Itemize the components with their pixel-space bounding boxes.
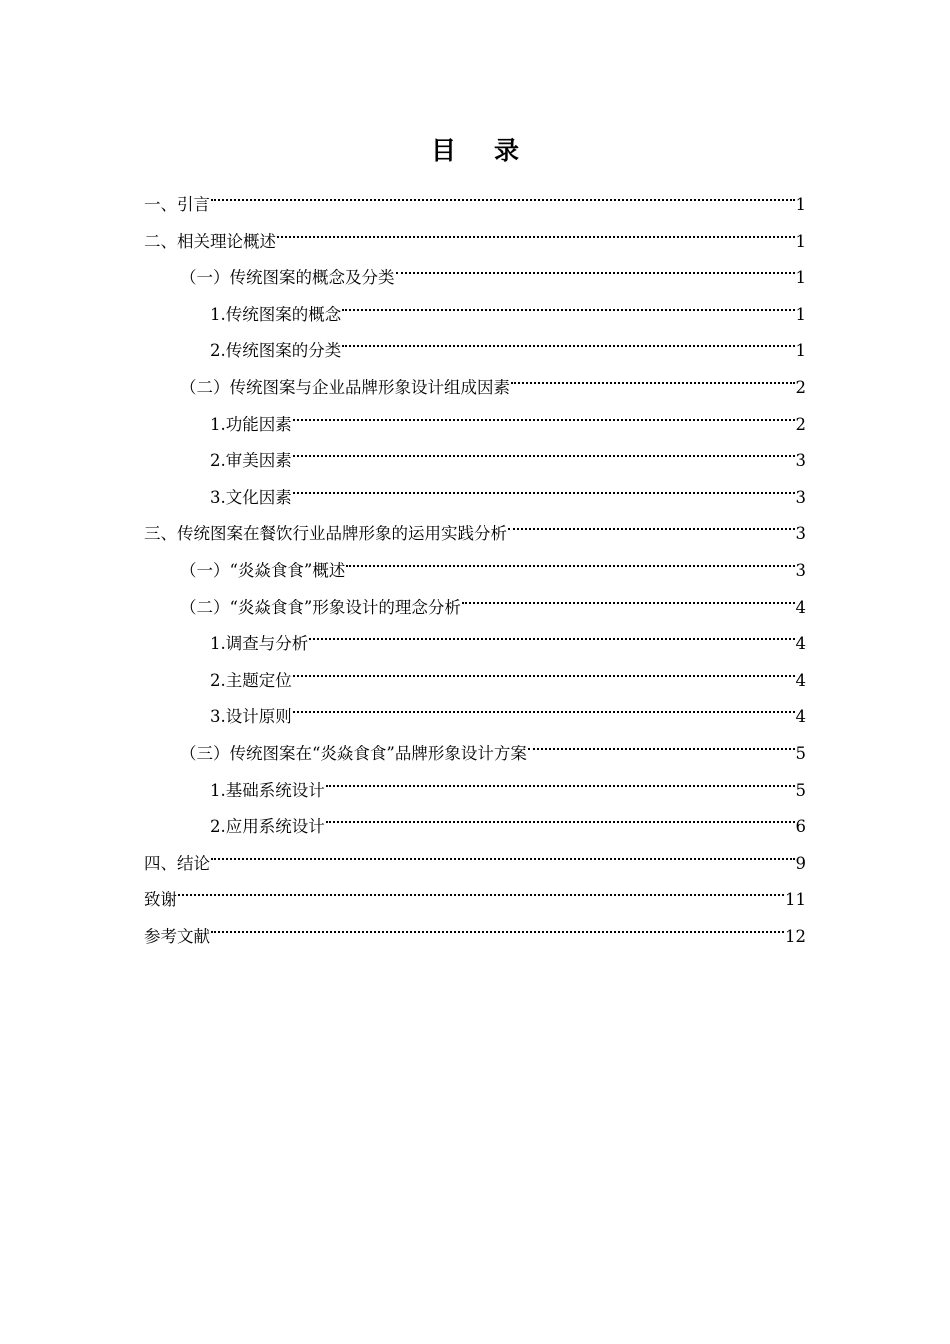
toc-entry[interactable] — [144, 908, 806, 945]
toc-dot-leader — [178, 871, 784, 905]
toc-dot-leader — [211, 176, 795, 210]
toc-entry-label: 2.审美因素 — [210, 451, 292, 471]
toc-dot-leader — [293, 432, 795, 466]
toc-entry-label: 1.基础系统设计 — [210, 780, 325, 800]
toc-entry-page-number: 4 — [795, 597, 806, 617]
toc-entry-page-number: 1 — [795, 341, 806, 361]
toc-entry[interactable] — [144, 213, 806, 250]
toc-entry-label: （一）传统图案的概念及分类 — [180, 268, 395, 288]
toc-entry-label: 1.调查与分析 — [210, 634, 309, 654]
toc-entry-label: 1.功能因素 — [210, 414, 292, 434]
toc-dot-leader — [293, 688, 795, 722]
toc-dot-leader — [211, 835, 795, 869]
table-of-contents — [144, 176, 806, 944]
toc-entry-page-number: 4 — [795, 634, 806, 654]
toc-entry-page-number: 1 — [795, 268, 806, 288]
toc-entry-label: 2.应用系统设计 — [210, 817, 325, 837]
toc-entry-page-number: 9 — [795, 853, 806, 873]
toc-entry-page-number: 3 — [795, 451, 806, 471]
toc-entry-label: 2.主题定位 — [210, 670, 292, 690]
toc-dot-leader — [211, 908, 784, 942]
toc-entry-label: 3.设计原则 — [210, 707, 292, 727]
toc-dot-leader — [396, 249, 795, 283]
toc-entry-page-number: 11 — [785, 890, 806, 910]
toc-dot-leader — [528, 725, 795, 759]
toc-entry[interactable] — [144, 176, 806, 213]
toc-dot-leader — [462, 579, 795, 613]
toc-entry-label: 二、相关理论概述 — [144, 231, 276, 251]
toc-entry-page-number: 3 — [795, 524, 806, 544]
toc-entry-label: 三、传统图案在餐饮行业品牌形象的运用实践分析 — [144, 524, 507, 544]
toc-entry-label: 1.传统图案的概念 — [210, 304, 342, 324]
toc-entry-page-number: 1 — [795, 231, 806, 251]
toc-entry-label: （一）“炎焱食食”概述 — [180, 560, 346, 580]
toc-dot-leader — [326, 798, 795, 832]
toc-dot-leader — [293, 396, 795, 430]
toc-entry-page-number: 12 — [785, 926, 806, 946]
toc-dot-leader — [508, 505, 795, 539]
toc-entry-page-number: 4 — [795, 670, 806, 690]
toc-dot-leader — [293, 652, 795, 686]
toc-dot-leader — [309, 615, 794, 649]
toc-dot-leader — [277, 213, 795, 247]
toc-entry-label: 四、结论 — [144, 853, 210, 873]
toc-entry-page-number: 3 — [795, 487, 806, 507]
toc-entry-page-number: 3 — [795, 560, 806, 580]
toc-entry-page-number: 4 — [795, 707, 806, 727]
toc-dot-leader — [326, 762, 795, 796]
toc-entry-label: （二）传统图案与企业品牌形象设计组成因素 — [180, 377, 510, 397]
toc-entry-label: 2.传统图案的分类 — [210, 341, 342, 361]
toc-entry-label: 一、引言 — [144, 195, 210, 214]
toc-entry[interactable] — [144, 871, 806, 908]
toc-entry-label: 3.文化因素 — [210, 487, 292, 507]
toc-dot-leader — [511, 359, 795, 393]
toc-entry[interactable] — [144, 835, 806, 872]
toc-entry-page-number: 6 — [795, 817, 806, 837]
toc-entry-label: 参考文献 — [144, 926, 210, 946]
toc-entry-page-number: 5 — [795, 743, 806, 763]
toc-dot-leader — [342, 286, 794, 320]
toc-dot-leader — [293, 469, 795, 503]
toc-entry-page-number: 2 — [795, 377, 806, 397]
toc-dot-leader — [342, 322, 794, 356]
toc-entry-label: 致谢 — [144, 890, 177, 910]
toc-entry-label: （二）“炎焱食食”形象设计的理念分析 — [180, 597, 461, 617]
toc-entry-page-number: 1 — [795, 195, 806, 214]
toc-entry-page-number: 5 — [795, 780, 806, 800]
toc-entry-page-number: 1 — [795, 304, 806, 324]
toc-entry-page-number: 2 — [795, 414, 806, 434]
toc-entry-label: （三）传统图案在“炎焱食食”品牌形象设计方案 — [180, 743, 527, 763]
toc-title: 目录 — [430, 136, 557, 165]
toc-dot-leader — [346, 542, 794, 576]
